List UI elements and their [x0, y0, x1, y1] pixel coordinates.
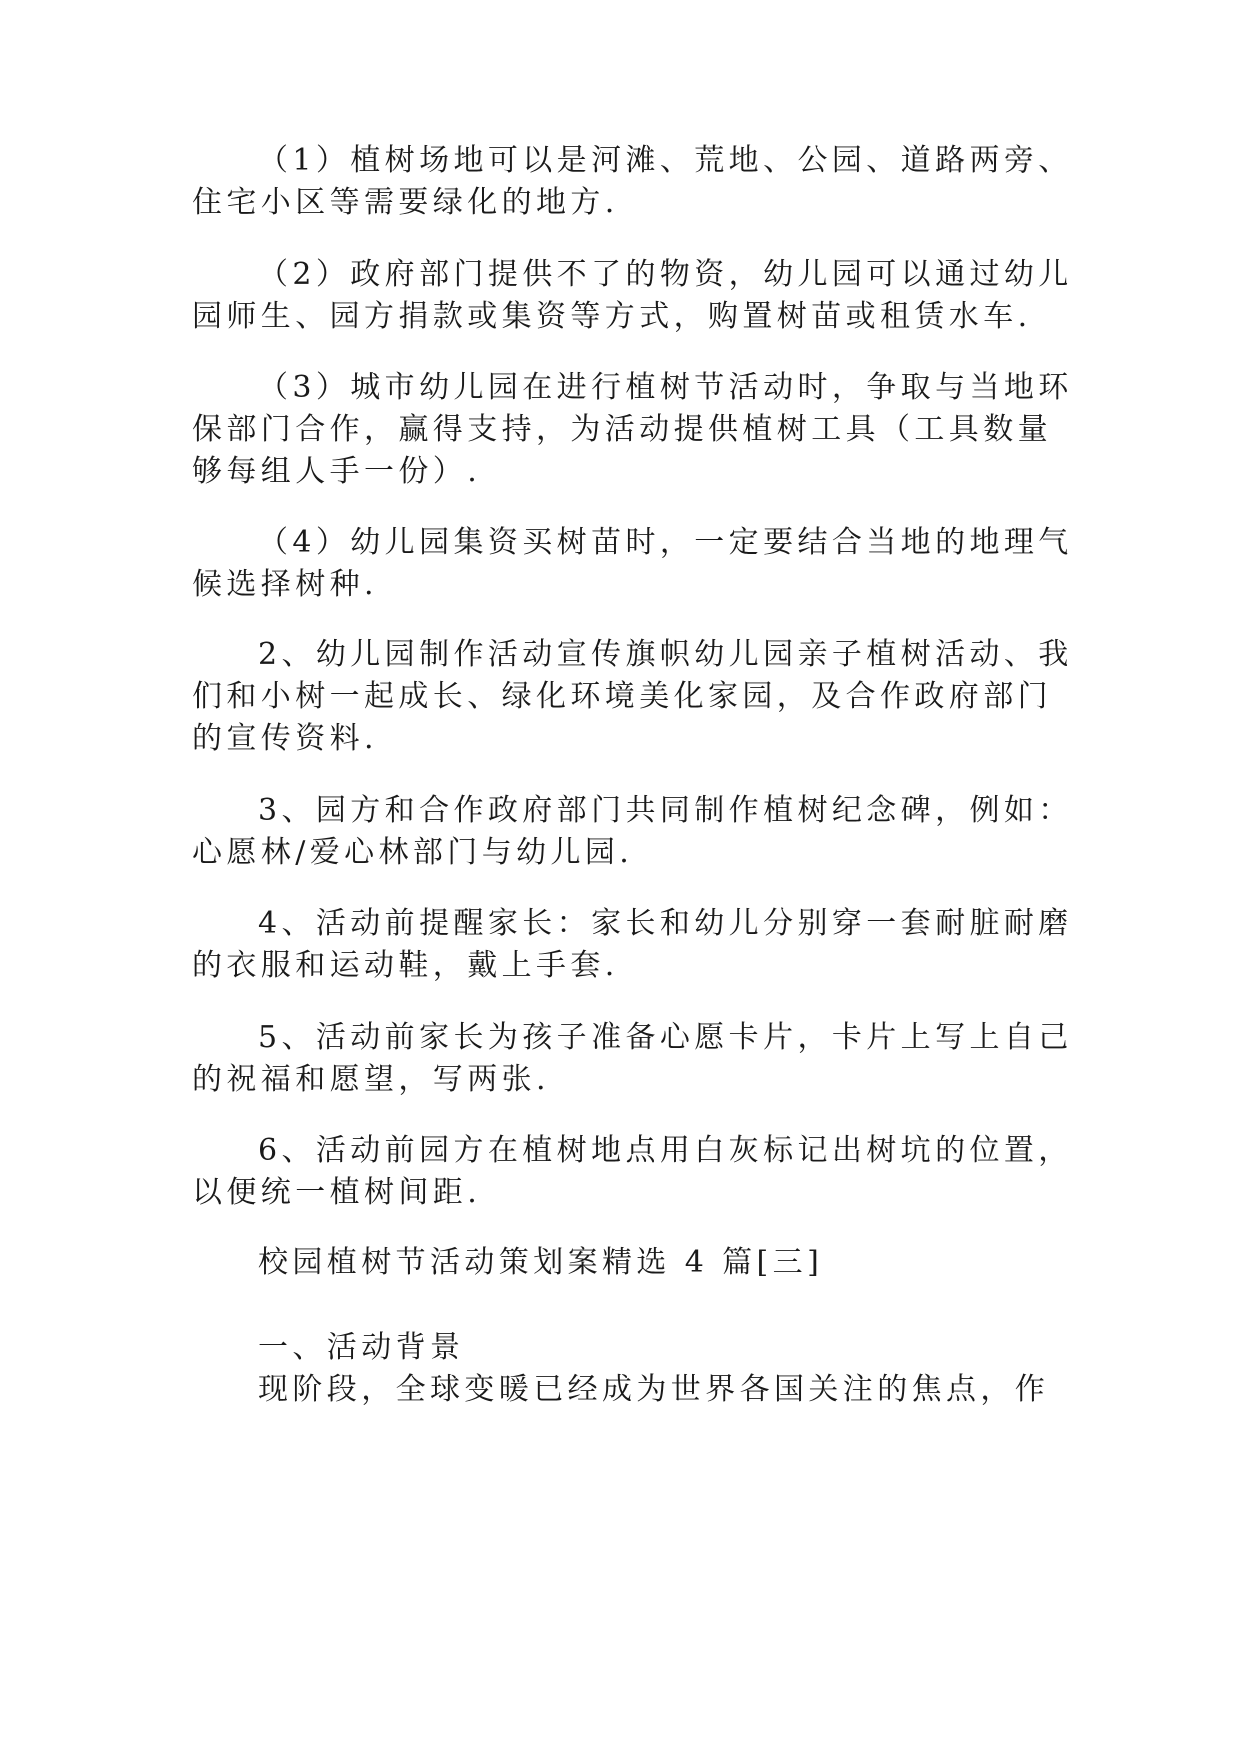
paragraph-line: （3）城市幼儿园在进行植树节活动时，争取与当地环	[258, 370, 1073, 405]
paragraph-item-2	[192, 634, 1073, 760]
section-heading-text: 校园植树节活动策划案精选 4 篇[三]	[258, 1245, 824, 1280]
paragraph-item-6	[192, 1130, 1073, 1214]
paragraph-line: 的宣传资料.	[192, 721, 378, 756]
paragraph-line: 园师生、园方捐款或集资等方式，购置树苗或租赁水车.	[192, 299, 1032, 334]
section-heading	[192, 1242, 1042, 1284]
paragraph-line: 以便统一植树间距.	[192, 1175, 482, 1210]
paragraph-line: （1）植树场地可以是河滩、荒地、公园、道路两旁、	[258, 143, 1073, 178]
paragraph-line: 保部门合作，赢得支持，为活动提供植树工具（工具数量	[192, 412, 1052, 447]
paragraph-line: （4）幼儿园集资买树苗时，一定要结合当地的地理气	[258, 525, 1073, 560]
paragraph-item-5	[192, 1017, 1073, 1101]
paragraph-line: 的祝福和愿望，写两张.	[192, 1062, 550, 1097]
paragraph-planting-site	[192, 140, 1073, 224]
paragraph-background	[192, 1327, 1050, 1411]
paragraph-line: 5、活动前家长为孩子准备心愿卡片，卡片上写上自己	[258, 1020, 1073, 1055]
paragraph-cooperation	[192, 367, 1073, 493]
paragraph-line: 4、活动前提醒家长：家长和幼儿分别穿一套耐脏耐磨	[258, 906, 1073, 941]
paragraph-line: 现阶段，全球变暖已经成为世界各国关注的焦点，作	[258, 1372, 1050, 1407]
paragraph-line: 3、园方和合作政府部门共同制作植树纪念碑，例如：	[258, 793, 1073, 828]
paragraph-line: 够每组人手一份）.	[192, 454, 482, 489]
paragraph-line: 候选择树种.	[192, 567, 378, 602]
paragraph-tree-species	[192, 522, 1073, 606]
subsection-heading: 一、活动背景	[258, 1330, 465, 1365]
paragraph-line: 6、活动前园方在植树地点用白灰标记出树坑的位置，	[258, 1133, 1073, 1168]
paragraph-line: （2）政府部门提供不了的物资，幼儿园可以通过幼儿	[258, 257, 1073, 292]
paragraph-item-4	[192, 903, 1073, 987]
paragraph-materials	[192, 254, 1073, 338]
paragraph-line: 们和小树一起成长、绿化环境美化家园，及合作政府部门	[192, 679, 1052, 714]
paragraph-item-3	[192, 790, 1073, 874]
paragraph-line: 心愿林/爱心林部门与幼儿园.	[192, 835, 634, 870]
paragraph-line: 2、幼儿园制作活动宣传旗帜幼儿园亲子植树活动、我	[258, 637, 1073, 672]
paragraph-line: 的衣服和运动鞋，戴上手套.	[192, 948, 619, 983]
paragraph-line: 住宅小区等需要绿化的地方.	[192, 185, 619, 220]
